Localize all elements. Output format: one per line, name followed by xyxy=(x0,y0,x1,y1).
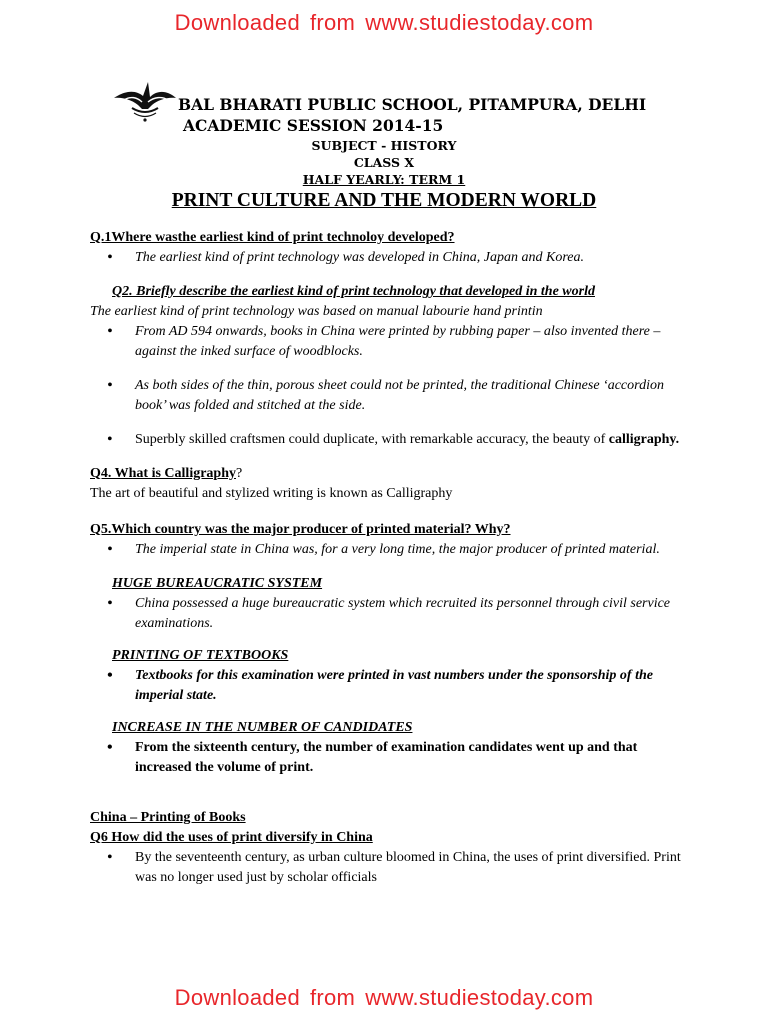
q2-intro: The earliest kind of print technology was based on manual labourie hand printin xyxy=(90,304,543,319)
banner-url: www.studiestoday.com xyxy=(365,985,594,1010)
q5-section-list xyxy=(90,594,690,634)
top-download-banner xyxy=(0,10,768,36)
q2-bullet-text: Superbly skilled craftsmen could duplicate, with remarkable accuracy, the beauty of xyxy=(135,432,606,447)
subject-line: SUBJECT - HISTORY xyxy=(311,138,457,153)
academic-session: ACADEMIC SESSION 2014-15 xyxy=(183,116,444,135)
q2-bullet-bold: calligraphy. xyxy=(608,432,680,447)
q6-answer: • By the seventeenth century, as urban culture bloomed in China, the uses of print diversified. Print was no longer used just by scholar officials xyxy=(135,848,690,888)
q1-question: Q.1Where wasthe earliest kind of print technoloy developed? xyxy=(90,230,455,245)
banner-word: from xyxy=(309,985,356,1010)
q1-answer: • The earliest kind of print technology was developed in China, Japan and Korea. xyxy=(135,248,690,268)
q5-answer: • The imperial state in China was, for a very long time, the major producer of printed material. xyxy=(135,540,690,560)
school-name: BAL BHARATI PUBLIC SCHOOL, PITAMPURA, DELHI xyxy=(178,95,647,114)
q5-section-text: • China possessed a huge bureaucratic system which recruited its personnel through civil service examinations. xyxy=(135,594,690,634)
q5-section-text: • From the sixteenth century, the number of examination candidates went up and that increased the volume of print. xyxy=(135,738,690,778)
q5-answer-list xyxy=(90,540,690,560)
q2-bullet xyxy=(135,430,690,450)
banner-word: Downloaded xyxy=(174,985,300,1010)
banner-word: from xyxy=(309,10,356,35)
bottom-download-banner xyxy=(0,985,768,1011)
term-line: HALF YEARLY: TERM 1 xyxy=(302,172,466,187)
banner-word: Downloaded xyxy=(174,10,300,35)
q1-answer-list xyxy=(90,248,690,268)
banner-url: www.studiestoday.com xyxy=(365,10,594,35)
q5-question: Q5.Which country was the major producer of printed material? Why? xyxy=(90,522,511,537)
q6-answer-list xyxy=(90,848,690,888)
q4-question: Q4. What is Calligraphy xyxy=(90,466,236,481)
q5-section-list xyxy=(90,666,690,706)
china-heading: China – Printing of Books xyxy=(90,810,246,825)
class-line: CLASS X xyxy=(353,155,415,170)
q6-question: Q6 How did the uses of print diversify in China xyxy=(90,830,373,845)
q4-answer: The art of beautiful and stylized writing is known as Calligraphy xyxy=(90,486,453,501)
q2-bullet: • As both sides of the thin, porous sheet could not be printed, the traditional Chinese ‘accordion book’ was folded and stitched at the side. xyxy=(135,376,690,416)
q2-question: Q2. Briefly describe the earliest kind of print technology that developed in the world xyxy=(112,284,595,299)
q4-question-mark: ? xyxy=(236,466,243,481)
school-crest-icon xyxy=(112,78,178,126)
page-title: PRINT CULTURE AND THE MODERN WORLD xyxy=(171,190,597,211)
q5-section-heading: INCREASE IN THE NUMBER OF CANDIDATES xyxy=(112,720,413,735)
q5-section-text: • Textbooks for this examination were printed in vast numbers under the sponsorship of the imperial state. xyxy=(135,666,690,706)
q5-section-list xyxy=(90,738,690,778)
q5-section-heading: PRINTING OF TEXTBOOKS xyxy=(112,648,289,663)
q4-question-line xyxy=(90,464,690,484)
q2-bullet: • From AD 594 onwards, books in China were printed by rubbing paper – also invented there – against the inked surface of woodblocks. xyxy=(135,322,690,362)
q5-section-heading: HUGE BUREAUCRATIC SYSTEM xyxy=(112,576,323,591)
q2-answer-list xyxy=(90,322,690,450)
document-body xyxy=(90,228,690,888)
